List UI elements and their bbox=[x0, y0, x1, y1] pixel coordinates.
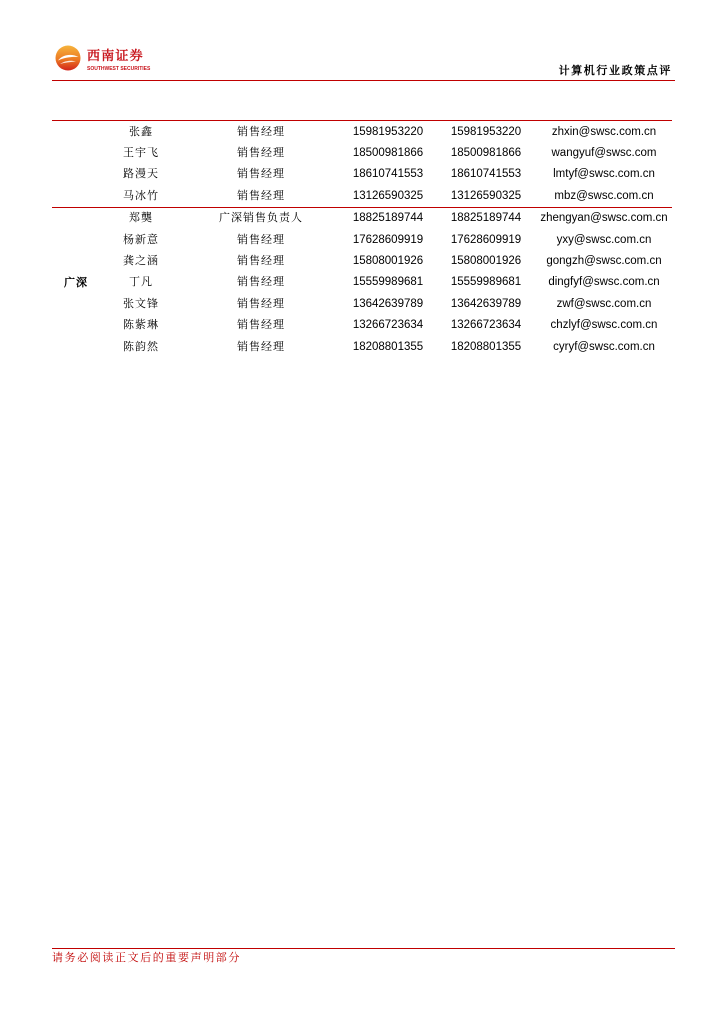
email-address: wangyuf@swsc.com bbox=[551, 147, 657, 160]
office-phone: 18610741553 bbox=[352, 168, 424, 181]
sales-name: 马冰竹 bbox=[123, 188, 159, 202]
mobile-phone: 18500981866 bbox=[450, 147, 522, 160]
table-row bbox=[100, 272, 672, 293]
email-address: lmtyf@swsc.com.cn bbox=[553, 168, 655, 181]
sales-name: 张鑫 bbox=[129, 124, 153, 138]
sales-title: 销售经理 bbox=[237, 167, 285, 181]
mobile-phone: 18208801355 bbox=[450, 340, 522, 353]
sales-title: 销售经理 bbox=[237, 146, 285, 160]
sales-name: 郑龑 bbox=[129, 211, 153, 225]
office-phone: 15808001926 bbox=[352, 255, 424, 268]
email-address: zwf@swsc.com.cn bbox=[556, 297, 652, 310]
sales-title: 销售经理 bbox=[237, 318, 285, 332]
table-row bbox=[100, 208, 672, 229]
email-address: cyryf@swsc.com.cn bbox=[553, 340, 655, 353]
region-rows bbox=[100, 121, 672, 207]
region-label bbox=[52, 121, 100, 207]
sales-title: 销售经理 bbox=[237, 275, 285, 289]
sales-name: 张文锋 bbox=[123, 296, 159, 310]
header-rule bbox=[52, 80, 675, 81]
table-row bbox=[100, 250, 672, 271]
sales-name: 丁凡 bbox=[129, 275, 153, 289]
email-address: dingfyf@swsc.com.cn bbox=[548, 276, 660, 289]
sales-name: 杨新意 bbox=[123, 232, 159, 246]
table-row bbox=[100, 293, 672, 314]
table-row bbox=[100, 229, 672, 250]
mobile-phone: 15981953220 bbox=[450, 125, 522, 138]
report-type: 计算机行业政策点评 bbox=[558, 64, 672, 77]
sales-title: 销售经理 bbox=[237, 232, 285, 246]
table-row bbox=[100, 185, 672, 206]
footer-rule bbox=[52, 948, 675, 949]
sales-title: 销售经理 bbox=[237, 254, 285, 268]
mobile-phone: 18825189744 bbox=[450, 212, 522, 225]
office-phone: 13642639789 bbox=[352, 297, 424, 310]
swsc-logo-icon bbox=[55, 45, 81, 71]
sales-title: 销售经理 bbox=[237, 124, 285, 138]
sales-title: 销售经理 bbox=[237, 188, 285, 202]
mobile-phone: 17628609919 bbox=[450, 233, 522, 246]
sales-title: 销售经理 bbox=[237, 339, 285, 353]
email-address: chzlyf@swsc.com.cn bbox=[550, 319, 658, 332]
table-row bbox=[100, 121, 672, 142]
mobile-phone: 13266723634 bbox=[450, 319, 522, 332]
email-address: zhengyan@swsc.com.cn bbox=[540, 212, 668, 225]
email-address: gongzh@swsc.com.cn bbox=[546, 255, 662, 268]
sales-name: 陈紫琳 bbox=[123, 318, 159, 332]
office-phone: 15559989681 bbox=[352, 276, 424, 289]
office-phone: 17628609919 bbox=[352, 233, 424, 246]
sales-name: 王宇飞 bbox=[123, 146, 159, 160]
table-row bbox=[100, 142, 672, 163]
logo-name-cn: 西南证券 bbox=[87, 49, 144, 64]
region-label: 广深 bbox=[64, 276, 88, 290]
contact-table bbox=[52, 120, 672, 357]
email-address: yxy@swsc.com.cn bbox=[556, 233, 652, 246]
sales-title: 广深销售负责人 bbox=[219, 211, 303, 225]
office-phone: 13126590325 bbox=[352, 189, 424, 202]
sales-title: 销售经理 bbox=[237, 296, 285, 310]
office-phone: 18825189744 bbox=[352, 212, 424, 225]
mobile-phone: 18610741553 bbox=[450, 168, 522, 181]
mobile-phone: 15559989681 bbox=[450, 276, 522, 289]
mobile-phone: 13126590325 bbox=[450, 189, 522, 202]
table-row bbox=[100, 164, 672, 185]
region-group bbox=[52, 207, 672, 358]
office-phone: 15981953220 bbox=[352, 125, 424, 138]
mobile-phone: 15808001926 bbox=[450, 255, 522, 268]
email-address: mbz@swsc.com.cn bbox=[554, 189, 654, 202]
sales-name: 路漫天 bbox=[123, 167, 159, 181]
sales-name: 陈韵然 bbox=[123, 339, 159, 353]
logo-name-en: SOUTHWEST SECURITIES bbox=[87, 66, 151, 72]
table-row bbox=[100, 315, 672, 336]
footer-disclaimer: 请务必阅读正文后的重要声明部分 bbox=[52, 951, 241, 964]
table-row bbox=[100, 336, 672, 357]
office-phone: 18208801355 bbox=[352, 340, 424, 353]
mobile-phone: 13642639789 bbox=[450, 297, 522, 310]
region-group bbox=[52, 121, 672, 207]
office-phone: 18500981866 bbox=[352, 147, 424, 160]
company-logo bbox=[55, 44, 155, 74]
email-address: zhxin@swsc.com.cn bbox=[551, 125, 657, 138]
region-rows bbox=[100, 208, 672, 358]
sales-name: 龚之涵 bbox=[123, 254, 159, 268]
office-phone: 13266723634 bbox=[352, 319, 424, 332]
